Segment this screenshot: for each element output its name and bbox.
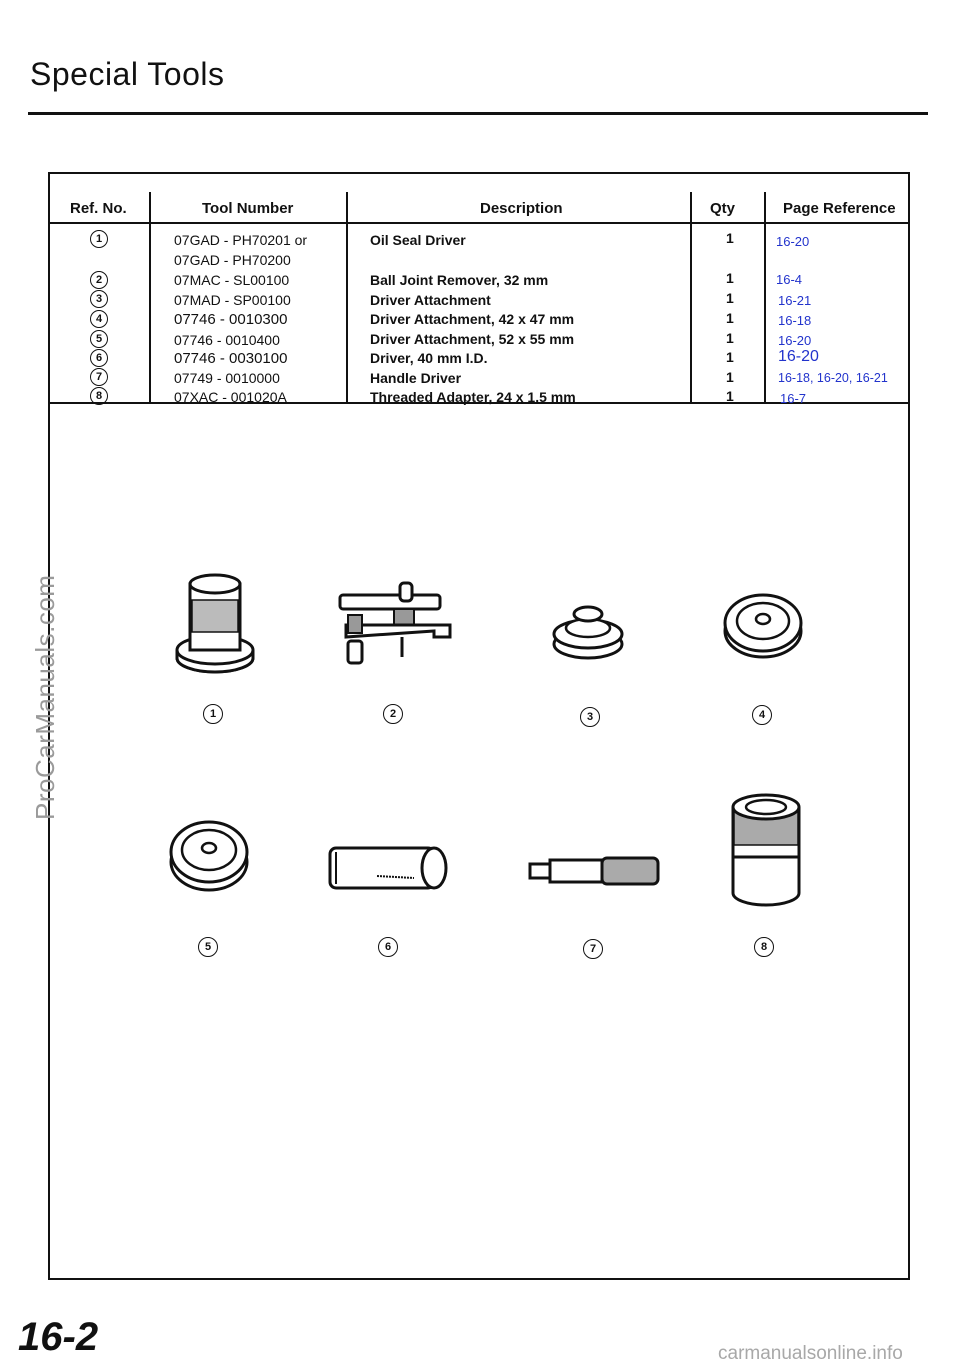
description: Ball Joint Remover, 32 mm <box>370 272 549 288</box>
qty: 1 <box>726 330 734 346</box>
ref-badge: 7 <box>90 368 112 386</box>
ball-joint-remover-illustration <box>338 575 456 670</box>
illustration-label: 2 <box>383 704 403 724</box>
qty: 1 <box>726 230 734 246</box>
tool-number: 07GAD - PH70201 or <box>174 232 308 248</box>
header-page-reference: Page Reference <box>783 200 896 217</box>
tool-number: 07MAC - SL00100 <box>174 272 290 288</box>
tool-number: 07749 - 0010000 <box>174 370 280 386</box>
description: Driver Attachment <box>370 292 491 308</box>
tool-number: 07746 - 0030100 <box>174 350 288 367</box>
qty: 1 <box>726 310 734 326</box>
illustration-label: 3 <box>580 707 600 727</box>
illustration-label: 4 <box>752 705 772 725</box>
header-qty: Qty <box>710 200 736 217</box>
tool-number-alt: 07GAD - PH70200 <box>174 252 291 268</box>
driver-attachment-42x47-illustration <box>720 585 806 665</box>
qty: 1 <box>726 270 734 286</box>
ref-badge: 2 <box>90 271 112 289</box>
tool-number: 07746 - 0010400 <box>174 332 280 348</box>
page-reference: 16-18, 16-20, 16-21 <box>778 371 888 385</box>
driver-40mm-illustration <box>322 842 452 894</box>
description: Driver Attachment, 52 x 55 mm <box>370 331 575 347</box>
ref-badge: 6 <box>90 349 112 367</box>
page-title: Special Tools <box>30 56 225 92</box>
description: Threaded Adapter, 24 x 1.5 mm <box>370 389 576 405</box>
tool-number: 07MAD - SP00100 <box>174 292 291 308</box>
description: Driver, 40 mm I.D. <box>370 350 488 366</box>
header-tool-number: Tool Number <box>202 200 294 217</box>
ref-badge: 8 <box>90 387 112 405</box>
qty: 1 <box>726 369 734 385</box>
illustration-label: 8 <box>754 937 774 957</box>
header-description: Description <box>480 200 563 217</box>
description: Oil Seal Driver <box>370 232 466 248</box>
description: Handle Driver <box>370 370 462 386</box>
illustration-label: 7 <box>583 939 603 959</box>
page-number: 16-2 <box>18 1315 99 1359</box>
page-reference: 16-20 <box>778 348 819 365</box>
ref-badge: 3 <box>90 290 112 308</box>
page-reference: 16-21 <box>778 293 812 308</box>
description: Driver Attachment, 42 x 47 mm <box>370 311 575 327</box>
illustration-label: 1 <box>203 704 223 724</box>
ref-badge: 4 <box>90 310 112 328</box>
illustration-label: 5 <box>198 937 218 957</box>
tools-frame <box>48 172 910 1280</box>
ref-badge: 1 <box>90 230 112 248</box>
handle-driver-illustration <box>526 852 666 890</box>
tool-number: 07746 - 0010300 <box>174 311 288 328</box>
qty: 1 <box>726 290 734 306</box>
page-reference: 16-4 <box>776 272 803 287</box>
header-rule <box>50 222 908 224</box>
qty: 1 <box>726 349 734 365</box>
qty: 1 <box>726 388 734 404</box>
page-reference: 16-7 <box>780 391 807 406</box>
driver-attachment-illustration <box>548 600 628 664</box>
watermark: ProCarManuals.com <box>30 574 60 820</box>
header-ref-no: Ref. No. <box>70 200 127 217</box>
ref-badge: 5 <box>90 330 112 348</box>
footer-watermark: carmanualsonline.info <box>718 1343 903 1364</box>
tool-number: 07XAC - 001020A <box>174 389 287 405</box>
title-rule <box>28 112 928 115</box>
threaded-adapter-illustration <box>725 785 807 909</box>
page-reference: 16-18 <box>778 313 812 328</box>
driver-attachment-52x55-illustration <box>166 812 252 896</box>
illustration-label: 6 <box>378 937 398 957</box>
page-reference: 16-20 <box>776 234 810 249</box>
page-reference: 16-20 <box>778 333 812 348</box>
oil-seal-driver-illustration <box>170 570 260 680</box>
